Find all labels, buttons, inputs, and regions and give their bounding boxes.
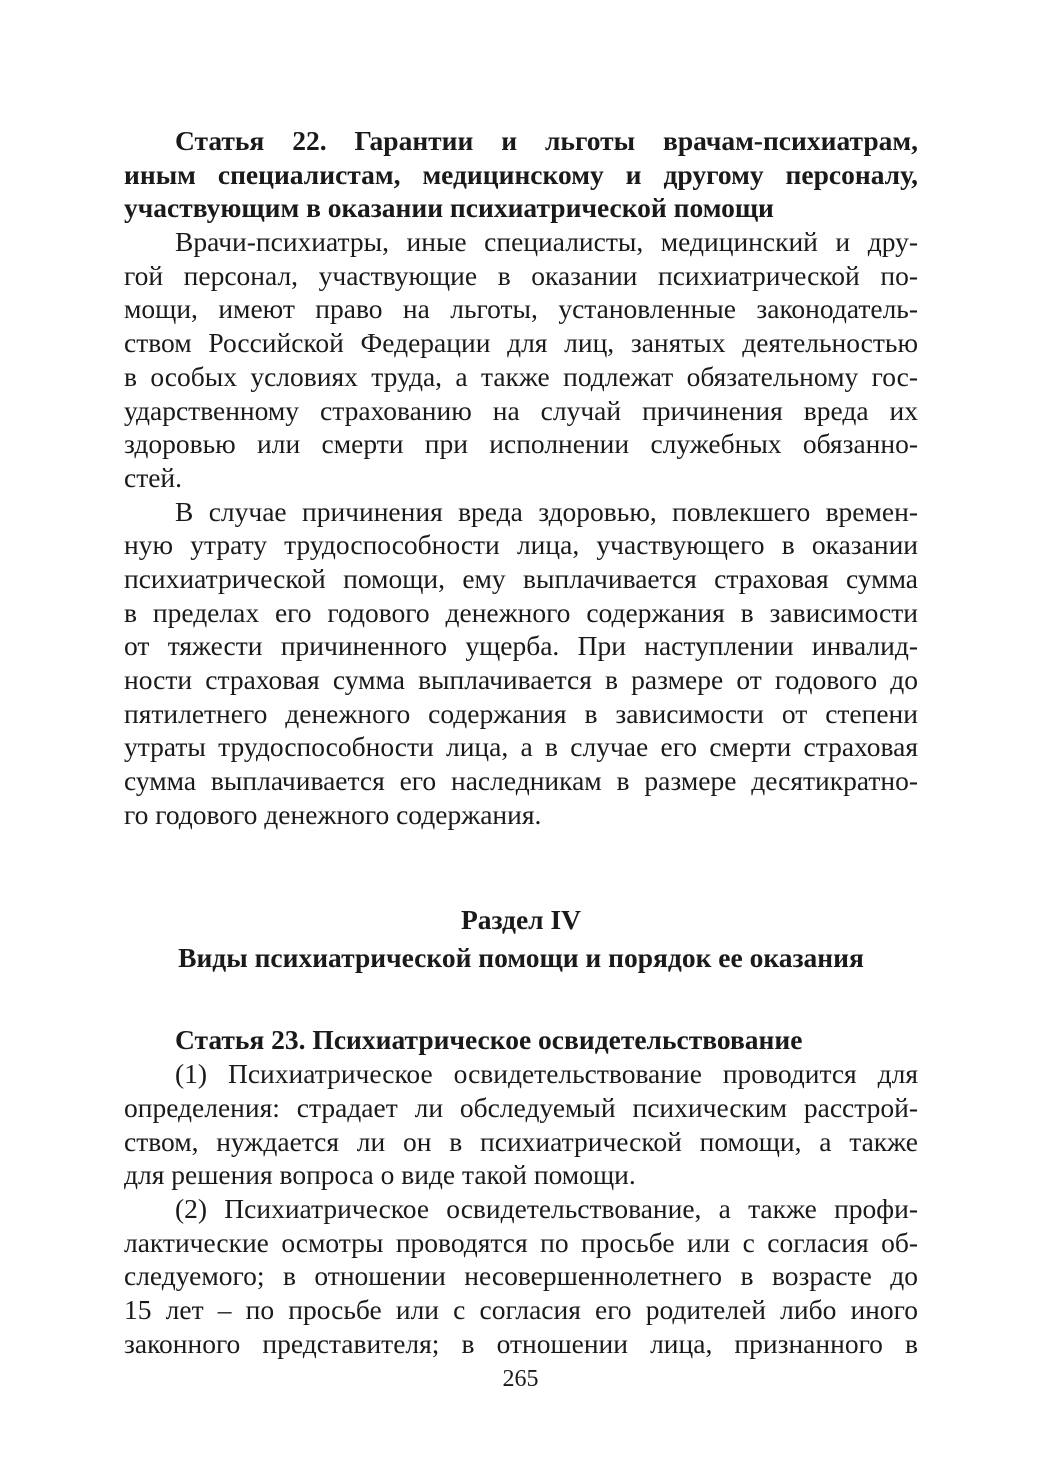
text-line: следуемого; в отношении несовершеннолетнего в возрасте до xyxy=(124,1260,918,1292)
article-23-title: Статья 23. Психиатрическое освидетельствование xyxy=(175,1024,803,1056)
text-line: здоровью или смерти при исполнении служебных обязанно- xyxy=(124,428,918,460)
article-22-paragraph-2 xyxy=(124,495,918,832)
text-line: ударственному страхованию на случай причинения вреда их xyxy=(124,394,918,426)
text-line: определения: страдает ли обследуемый психическим расстрой- xyxy=(124,1091,918,1123)
article-22-title xyxy=(124,124,918,225)
section-header xyxy=(124,901,918,977)
article-22-title-line: участвующим в оказании психиатрической помощи xyxy=(124,192,774,224)
text-line: сумма выплачивается его наследникам в размере десятикратно- xyxy=(124,765,918,797)
text-line: ности страховая сумма выплачивается в размере от годового до xyxy=(124,664,918,695)
text-line: пятилетнего денежного содержания в зависимости от степени xyxy=(124,697,918,729)
text-line: психиатрической помощи, ему выплачивается страховая сумма xyxy=(124,562,918,594)
page-number: 265 xyxy=(502,1366,539,1392)
section-label: Раздел IV xyxy=(460,904,582,936)
text-line: лактические осмотры проводятся по просьбе или с согласия об- xyxy=(124,1226,918,1258)
text-line: (2) Психиатрическое освидетельствование, а также профи- xyxy=(175,1192,918,1224)
document-page xyxy=(124,124,918,1360)
text-line: гой персонал, участвующие в оказании психиатрической по- xyxy=(124,259,918,291)
text-line: мощи, имеют право на льготы, установленные законодатель- xyxy=(124,293,918,325)
section-title: Виды психиатрической помощи и порядок ее оказания xyxy=(178,942,864,974)
article-23-paragraph-2 xyxy=(124,1192,918,1360)
text-line: стей. xyxy=(124,461,183,493)
text-line: ством, нуждается ли он в психиатрической помощи, а также xyxy=(124,1125,918,1157)
text-line: от тяжести причиненного ущерба. При наступлении инвалид- xyxy=(124,630,918,662)
text-line: ную утрату трудоспособности лица, участвующего в оказании xyxy=(124,529,918,561)
text-line: го годового денежного содержания. xyxy=(124,798,542,830)
text-line: законного представителя; в отношении лица, признанного в xyxy=(124,1327,918,1359)
article-22-paragraph-1 xyxy=(124,225,918,495)
text-line: В случае причинения вреда здоровью, повлекшего времен- xyxy=(175,495,918,527)
text-line: в особых условиях труда, а также подлежат обязательному гос- xyxy=(124,360,918,392)
text-line: (1) Психиатрическое освидетельствование проводится для xyxy=(175,1058,918,1090)
text-line: ством Российской Федерации для лиц, занятых деятельностью xyxy=(124,327,918,359)
article-23 xyxy=(124,1023,918,1360)
article-23-paragraph-1 xyxy=(124,1057,918,1192)
text-line: утраты трудоспособности лица, а в случае его смерти страховая xyxy=(124,731,918,763)
text-line: Врачи-психиатры, иные специалисты, медицинский и дру- xyxy=(175,226,918,258)
text-line: в пределах его годового денежного содержания в зависимости xyxy=(124,596,918,628)
text-line: для решения вопроса о виде такой помощи. xyxy=(124,1159,636,1191)
article-22-title-line: иным специалистам, медицинскому и другому персоналу, xyxy=(124,158,918,190)
article-22-title-line: Статья 22. Гарантии и льготы врачам-психиатрам, xyxy=(175,125,918,156)
text-line: 15 лет – по просьбе или с согласия его родителей либо иного xyxy=(124,1293,918,1325)
